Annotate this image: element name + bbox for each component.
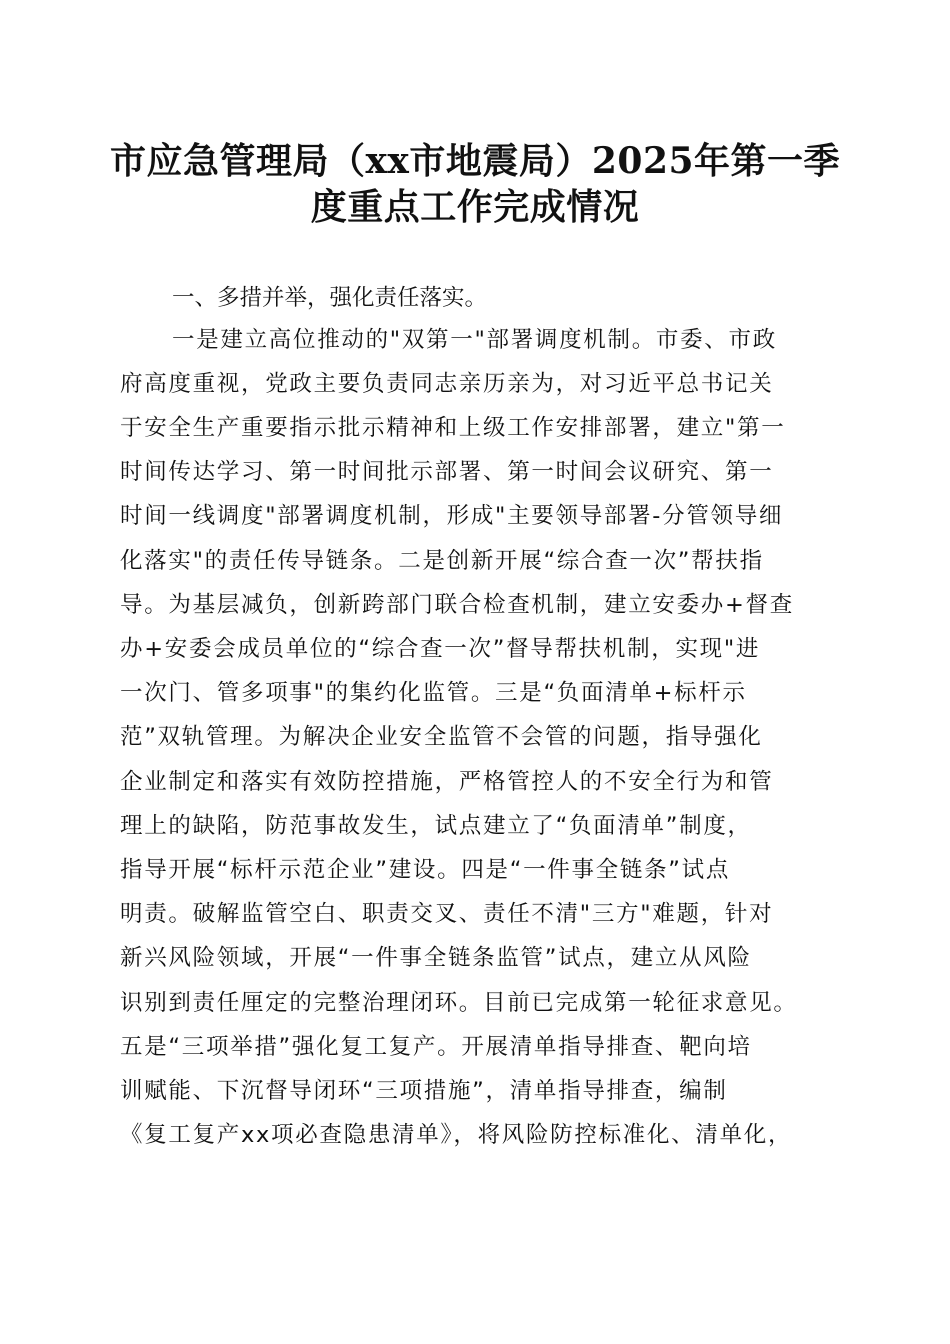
body-line: 识别到责任厘定的完整治理闭环。目前已完成第一轮征求意见。	[120, 990, 798, 1016]
body-line: 于安全生产重要指示批示精神和上级工作安排部署，建立"第一	[120, 415, 786, 441]
body-line: 办+安委会成员单位的“综合查一次”督导帮扶机制，实现"进	[120, 636, 761, 662]
body-line: 指导开展“标杆示范企业”建设。四是“一件事全链条”试点	[120, 857, 731, 883]
document-title-line-1: 市应急管理局（xx市地震局）2025年第一季	[109, 140, 841, 182]
body-line: 府高度重视，党政主要负责同志亲历亲为，对习近平总书记关	[120, 371, 774, 397]
body-line: 一是建立高位推动的"双第一"部署调度机制。市委、市政	[172, 327, 777, 353]
body-line: 时间传达学习、第一时间批示部署、第一时间会议研究、第一	[120, 459, 774, 485]
section-heading: 一、多措并举，强化责任落实。	[172, 285, 488, 311]
body-line: 训赋能、下沉督导闭环“三项措施”，清单指导排查，编制	[120, 1078, 728, 1104]
body-line: 《复工复产xx项必查隐患清单》，将风险防控标准化、清单化，	[120, 1122, 793, 1148]
body-line: 理上的缺陷，防范事故发生，试点建立了“负面清单”制度，	[120, 813, 752, 839]
body-line: 导。为基层减负，创新跨部门联合检查机制，建立安委办+督查	[120, 592, 794, 618]
body-line: 新兴风险领域，开展“一件事全链条监管”试点，建立从风险	[120, 945, 752, 971]
body-line: 时间一线调度"部署调度机制，形成"主要领导部署-分管领导细	[120, 503, 784, 529]
body-line: 化落实"的责任传导链条。二是创新开展“综合查一次”帮扶指	[120, 548, 764, 574]
body-line: 五是“三项举措”强化复工复产。开展清单指导排查、靶向培	[120, 1034, 752, 1060]
body-line: 范”双轨管理。为解决企业安全监管不会管的问题，指导强化	[120, 724, 763, 750]
document-title-line-2: 度重点工作完成情况	[310, 186, 640, 228]
body-line: 企业制定和落实有效防控措施，严格管控人的不安全行为和管	[120, 769, 774, 795]
body-line: 一次门、管多项事"的集约化监管。三是“负面清单+标杆示	[120, 680, 747, 706]
body-line: 明责。破解监管空白、职责交叉、责任不清"三方"难题，针对	[120, 901, 774, 927]
